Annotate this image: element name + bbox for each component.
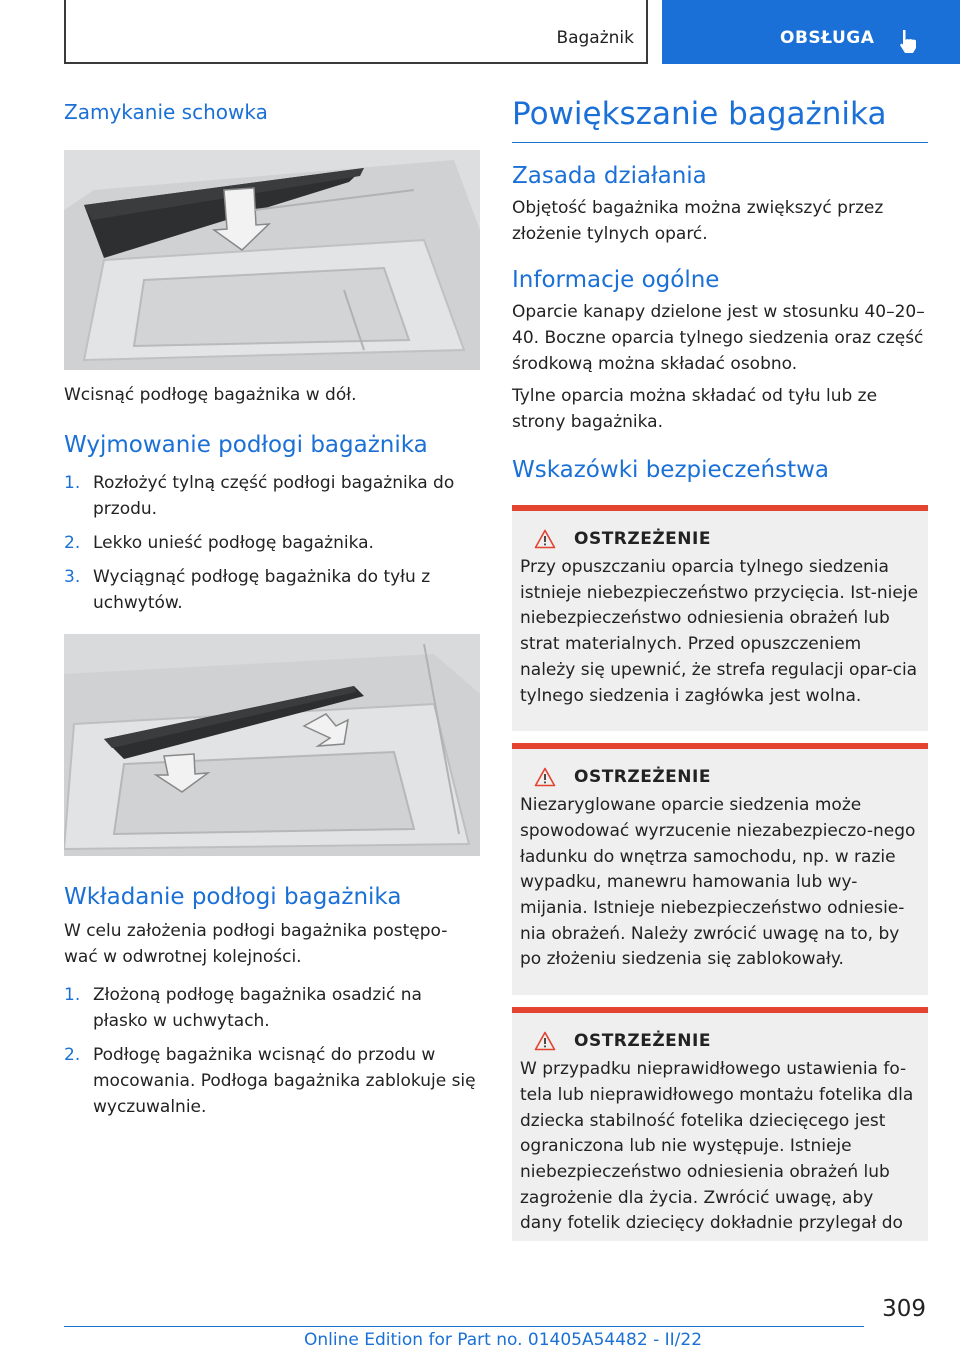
header-section-box <box>662 0 960 64</box>
page-number: 309 <box>882 1296 926 1322</box>
list-item: 2. Lekko unieść podłogę bagażnika. <box>64 533 374 553</box>
principle-text: Objętość bagażnika można zwiększyć przez złożenie tylnych oparć. <box>512 198 884 244</box>
warning-box <box>512 505 928 731</box>
warning-triangle-icon <box>534 529 556 549</box>
list-item: 1. Złożoną podłogę bagażnika osadzić na płasko w uchwytach. <box>64 985 422 1031</box>
warning-triangle-icon <box>534 767 556 787</box>
warning-header <box>520 767 920 787</box>
hand-pointer-icon <box>896 28 922 54</box>
heading-inserting-floor: Wkładanie podłogi bagażnika <box>64 884 402 910</box>
trunk-image-removing <box>64 634 480 856</box>
chapter-title: Bagażnik <box>556 28 634 48</box>
trunk-image-closing <box>64 150 480 370</box>
warning-triangle-icon <box>534 1031 556 1051</box>
warning-header <box>520 529 920 549</box>
general-text-2: Tylne oparcia można składać od tyłu lub ze strony bagażnika. <box>512 386 878 432</box>
warning-text: Przy opuszczaniu oparcia tylnego siedzenia istnieje niebezpieczeństwo przycięcia. Ist-nieje niebezpieczeństwo odniesienia obrażeń lub strat materialnych. Przed opuszczeniem należy się upewnić, że strefa regulacji opar-cia tylnego siedzenia i zagłówka jest wolna. <box>520 557 919 706</box>
list-item: 1. Rozłożyć tylną część podłogi bagażnika do przodu. <box>64 473 455 519</box>
footer-edition: Online Edition for Part no. 01405A54482 - II/22 <box>304 1330 703 1350</box>
warning-box <box>512 1007 928 1241</box>
header-chapter-box <box>64 0 648 64</box>
warning-label: OSTRZEŻENIE <box>574 529 711 549</box>
closing-caption: Wcisnąć podłogę bagażnika w dół. <box>64 385 357 405</box>
warning-label: OSTRZEŻENIE <box>574 767 711 788</box>
warning-label: OSTRZEŻENIE <box>574 1031 711 1052</box>
inserting-intro: W celu założenia podłogi bagażnika postępo-wać w odwrotnej kolejności. <box>64 921 448 967</box>
section-title: OBSŁUGA <box>780 28 875 48</box>
heading-safety-notes: Wskazówki bezpieczeństwa <box>512 457 830 483</box>
heading-closing-compartment: Zamykanie schowka <box>64 100 268 124</box>
list-item: 2. Podłogę bagażnika wcisnąć do przodu w mocowania. Podłoga bagażnika zablokuje się wyczuwalnie. <box>64 1045 476 1117</box>
heading-general-info: Informacje ogólne <box>512 267 720 293</box>
removing-steps-list <box>64 470 480 616</box>
right-column <box>512 96 928 1241</box>
general-text-1: Oparcie kanapy dzielone jest w stosunku 40–20–40. Boczne oparcia tylnego siedzenia oraz część środkową można składać osobno. <box>512 302 925 374</box>
heading-principle: Zasada działania <box>512 163 707 189</box>
warning-text: Niezaryglowane oparcie siedzenia może spowodować wyrzucenie niezabezpieczo-nego ładunku do wnętrza samochodu, np. w razie wypadku, manewru hamowania lub wy-mijania. Istnieje niebezpieczeństwo odniesie-nia obrażeń. Należy zwrócić uwagę na to, by po złożeniu siedzenia się zablokowały. <box>520 795 916 970</box>
warning-box <box>512 743 928 995</box>
warning-text: W przypadku nieprawidłowego ustawienia fo-tela lub nieprawidłowego montażu fotelika dla dziecka stabilność fotelika dziecięcego jest ograniczona lub nie występuje. Istnieje niebezpieczeństwo odniesienia obrażeń lub zagrożenie dla życia. Zwrócić uwagę, aby dany fotelik dziecięcy dokładnie przylegał do <box>520 1059 914 1234</box>
list-item: 3. Wyciągnąć podłogę bagażnika do tyłu z uchwytów. <box>64 567 431 613</box>
inserting-steps-list <box>64 982 480 1120</box>
warning-header <box>520 1031 920 1051</box>
heading-removing-floor: Wyjmowanie podłogi bagażnika <box>64 432 428 458</box>
left-column <box>64 96 480 1128</box>
footer-divider <box>64 1326 864 1327</box>
heading-enlarging-trunk: Powiększanie bagażnika <box>512 96 928 143</box>
